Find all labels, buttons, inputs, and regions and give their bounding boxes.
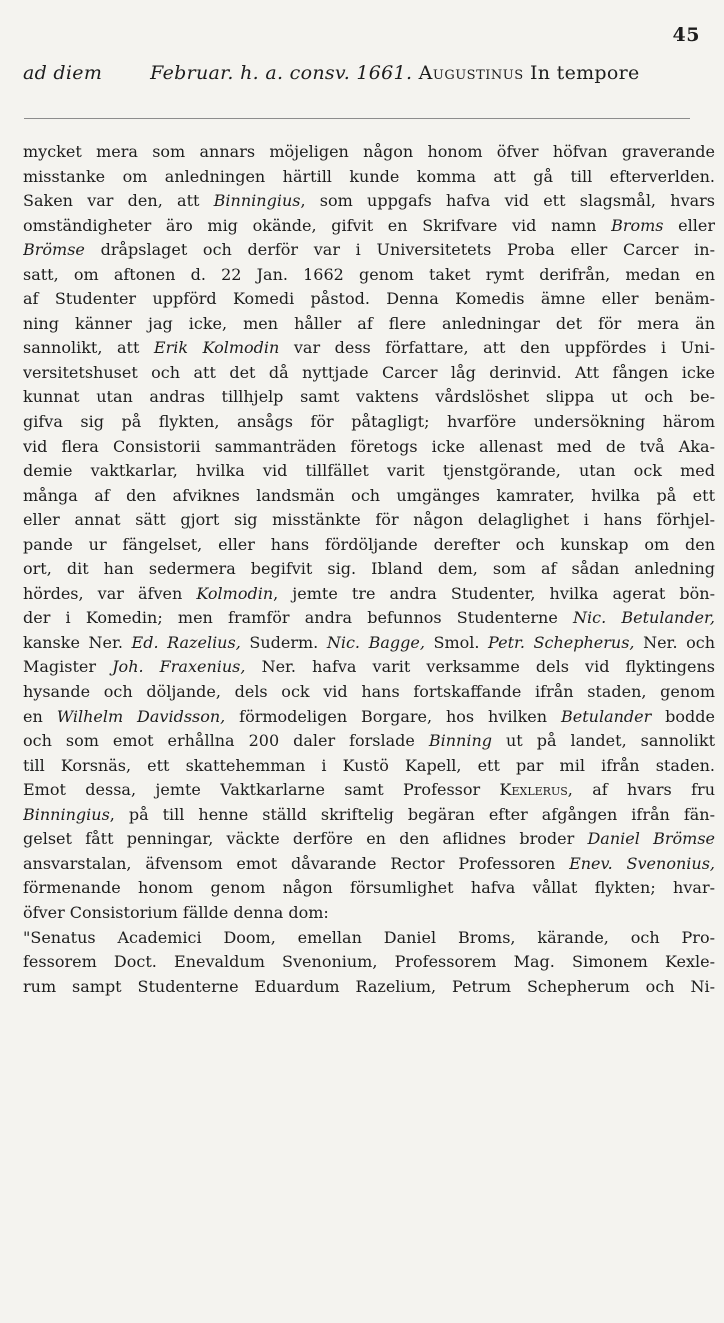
text-line: kunnat utan andras tillhjelp samt vaktens vårdslöshet slippa ut och be-: [23, 387, 715, 407]
text-segment: gelset fått penningar, väckte derföre en den aflidnes broder: [23, 829, 588, 849]
name-betulander: Nic. Betulander,: [573, 608, 715, 628]
text-line: öfver Consistorium fällde denna dom:: [23, 902, 329, 922]
name-erik-kolmodin: Erik Kolmodin: [153, 338, 280, 358]
text-segment: förmodeligen Borgare, hos hvilken: [225, 706, 561, 726]
text-line: mycket mera som annars möjeligen någon honom öfver höfvan graverande: [23, 142, 715, 161]
text-line: rum sampt Studenterne Eduardum Razelium, Petrum Schepherum och Ni-: [23, 976, 715, 996]
text-segment: der i Komedin; men framför andra befunnos Studenterne: [23, 608, 574, 628]
text-line: [23, 631, 715, 656]
text-line: [23, 803, 715, 828]
name-daniel-bromse: Daniel Brömse: [587, 829, 715, 849]
header-date: Februar.: [150, 62, 234, 84]
text-line: pande ur fängelset, eller hans fördöljande derefter och kunskap om den: [23, 534, 715, 554]
text-line: [23, 705, 715, 730]
text-segment: , jemte tre andra Studenter, hvilka agerat bön-: [273, 583, 715, 603]
text-line: misstanke om anledningen härtill kunde komma att gå till efterverlden.: [23, 166, 715, 186]
header-year: 1661.: [356, 62, 413, 84]
text-segment: bodde: [651, 706, 715, 726]
text-line: fessorem Doct. Enevaldum Svenonium, Professorem Mag. Simonem Kexle-: [23, 952, 715, 972]
header-h-a-consv: h. a. consv.: [240, 62, 351, 84]
text-line: ning känner jag icke, men håller af flere anledningar det för mera än: [23, 313, 715, 333]
text-segment: Ner. och: [634, 632, 715, 652]
name-fraxenius: Joh. Fraxenius,: [112, 657, 246, 677]
text-line: ort, dit han sedermera begifvit sig. Ibland dem, som af sådan anledning: [23, 559, 715, 579]
text-line: [23, 582, 715, 607]
name-broms: Broms: [611, 215, 664, 235]
text-segment: dråpslaget och derför var i Universitetets Proba eller Carcer in-: [84, 240, 715, 260]
text-line: [23, 655, 715, 680]
running-header: [23, 62, 713, 84]
name-razelius: Ed. Razelius,: [131, 632, 241, 652]
text-segment: Emot dessa, jemte Vaktkarlarne samt Professor: [23, 780, 500, 800]
text-line: [23, 214, 715, 239]
text-line: [23, 827, 715, 852]
name-binning: Binning: [428, 731, 493, 751]
text-line: [23, 778, 715, 803]
text-segment: , på till henne ställd skriftelig begäran efter afgången ifrån fän-: [109, 804, 715, 824]
text-segment: omständigheter äro mig okände, gifvit en Skrifvare vid namn: [23, 215, 612, 235]
text-segment: , af hvars fru: [567, 780, 715, 800]
header-ad-diem: ad diem: [23, 62, 103, 84]
name-schepherus: Petr. Schepherus,: [488, 632, 635, 652]
text-segment: eller: [663, 215, 715, 235]
name-svenonius: Enev. Svenonius,: [569, 853, 715, 873]
text-segment: Ner. hafva varit verksamme dels vid flyktingens: [245, 657, 715, 677]
text-line: versitetshuset och att det då nyttjade Carcer låg derinvid. Att fången icke: [23, 362, 715, 382]
text-line: till Korsnäs, ett skattehemman i Kustö Kapell, ett par mil ifrån staden.: [23, 755, 715, 775]
text-line: demie vaktkarlar, hvilka vid tillfället varit tjenstgörande, utan ock med: [23, 461, 715, 481]
text-line: hysande och döljande, dels ock vid hans fortskaffande ifrån staden, genom: [23, 682, 715, 702]
name-binningius: Binningius: [213, 191, 301, 211]
name-binningius-2: Binningius: [23, 804, 110, 824]
header-in-tempore: In tempore: [529, 62, 640, 84]
text-segment: ut på landet, sannolikt: [492, 731, 715, 751]
page-number: 45: [672, 24, 700, 46]
text-segment: och som emot erhållna 200 daler forslade: [23, 731, 429, 751]
text-line: satt, om aftonen d. 22 Jan. 1662 genom taket rymt derifrån, medan en: [23, 264, 715, 284]
text-segment: hördes, var äfven: [23, 583, 197, 603]
header-rule: [24, 118, 690, 119]
name-bagge: Nic. Bagge,: [326, 632, 425, 652]
text-line: [23, 336, 715, 361]
text-line: [23, 606, 715, 631]
text-line: [23, 189, 715, 214]
text-segment: var dess författare, att den uppfördes i Uni-: [279, 338, 715, 358]
text-segment: Magister: [23, 657, 113, 677]
text-line: många af den afviknes landsmän och umgänges kamrater, hvilka på ett: [23, 485, 715, 505]
text-segment: Smol.: [424, 632, 489, 652]
name-davidsson: Wilhelm Davidsson,: [56, 706, 226, 726]
text-segment: en: [23, 706, 57, 726]
text-segment: , som uppgafs hafva vid ett slagsmål, hvars: [300, 191, 715, 211]
text-segment: Saken var den, att: [23, 191, 214, 211]
name-betulander-2: Betulander: [560, 706, 652, 726]
text-line: vid flera Consistorii sammanträden företogs icke allenast med de två Aka-: [23, 436, 715, 456]
text-line: [23, 852, 715, 877]
name-kexlerus: Kexlerus: [499, 780, 568, 800]
text-line: gifva sig på flykten, ansågs för påtagligt; hvarföre undersökning härom: [23, 412, 715, 432]
text-line: "Senatus Academici Doom, emellan Daniel Broms, kärande, och Pro-: [23, 927, 715, 947]
name-bromse: Brömse: [23, 240, 85, 260]
text-line: förmenande honom genom någon försumlighet hafva vållat flykten; hvar-: [23, 878, 715, 898]
header-author: Augustinus: [418, 62, 524, 84]
text-line: af Studenter uppförd Komedi påstod. Denna Komedis ämne eller benäm-: [23, 289, 715, 309]
text-segment: ansvarstalan, äfvensom emot dåvarande Rector Professoren: [23, 853, 570, 873]
text-line: eller annat sätt gjort sig misstänkte för någon delaglighet i hans förhjel-: [23, 510, 715, 530]
text-line: [23, 238, 715, 263]
text-segment: kanske Ner.: [23, 632, 132, 652]
text-segment: Suderm.: [240, 632, 327, 652]
text-segment: sannolikt, att: [23, 338, 154, 358]
name-kolmodin: Kolmodin: [196, 583, 274, 603]
text-line: [23, 729, 715, 754]
body-text: [23, 140, 715, 999]
